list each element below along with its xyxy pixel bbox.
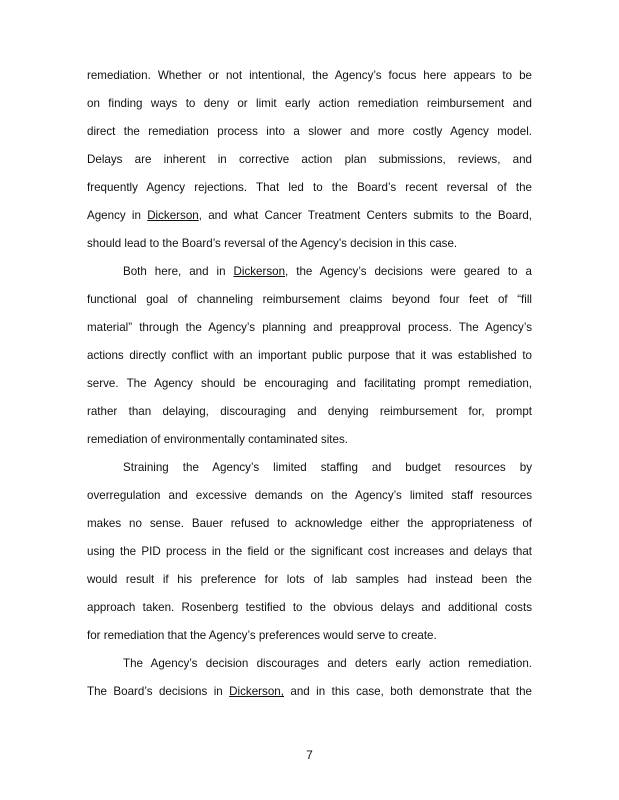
text-line-1: remediation. Whether or not intentional, the Agency’s focus here appears to be bbox=[87, 69, 532, 82]
case-citation-dickerson: Dickerson bbox=[233, 265, 286, 278]
text-line-23: The Board’s decisions in Dickerson, and in this case, both demonstrate that the bbox=[87, 685, 532, 698]
text-line-2: on finding ways to deny or limit early action remediation reimbursement and bbox=[87, 97, 532, 110]
case-citation-dickerson: Dickerson, bbox=[229, 685, 284, 698]
text-line-22: The Agency’s decision discourages and deters early action remediation. bbox=[123, 657, 532, 670]
text-line-4: Delays are inherent in corrective action plan submissions, reviews, and bbox=[87, 153, 532, 166]
text-line-6: Agency in Dickerson, and what Cancer Treatment Centers submits to the Board, bbox=[87, 209, 532, 222]
text-line-5: frequently Agency rejections. That led to the Board’s recent reversal of the bbox=[87, 181, 532, 194]
text-line-13: rather than delaying, discouraging and denying reimbursement for, prompt bbox=[87, 405, 532, 418]
text-line-15: Straining the Agency’s limited staffing and budget resources by bbox=[123, 461, 532, 474]
text-line-10: material” through the Agency’s planning and preapproval process. The Agency’s bbox=[87, 321, 532, 334]
text-line-7: should lead to the Board’s reversal of the Agency’s decision in this case. bbox=[87, 237, 458, 250]
text-line-18: using the PID process in the field or the significant cost increases and delays that bbox=[87, 545, 532, 558]
text-line-9: functional goal of channeling reimbursement claims beyond four feet of “fill bbox=[87, 293, 532, 306]
case-citation-dickerson: Dickerson bbox=[147, 209, 199, 222]
text-line-11: actions directly conflict with an important public purpose that it was established to bbox=[87, 349, 532, 362]
text-line-19: would result if his preference for lots of lab samples had instead been the bbox=[87, 573, 532, 586]
text-line-12: serve. The Agency should be encouraging and facilitating prompt remediation, bbox=[87, 377, 532, 390]
page-number: 7 bbox=[306, 748, 313, 762]
text-line-8: Both here, and in Dickerson, the Agency’s decisions were geared to a bbox=[123, 265, 532, 278]
text-line-21: for remediation that the Agency’s preferences would serve to create. bbox=[87, 629, 437, 642]
text-line-20: approach taken. Rosenberg testified to the obvious delays and additional costs bbox=[87, 601, 532, 614]
text-line-14: remediation of environmentally contaminated sites. bbox=[87, 433, 348, 446]
text-line-17: makes no sense. Bauer refused to acknowledge either the appropriateness of bbox=[87, 517, 532, 530]
text-line-3: direct the remediation process into a slower and more costly Agency model. bbox=[87, 125, 532, 138]
text-line-16: overregulation and excessive demands on the Agency’s limited staff resources bbox=[87, 489, 532, 502]
